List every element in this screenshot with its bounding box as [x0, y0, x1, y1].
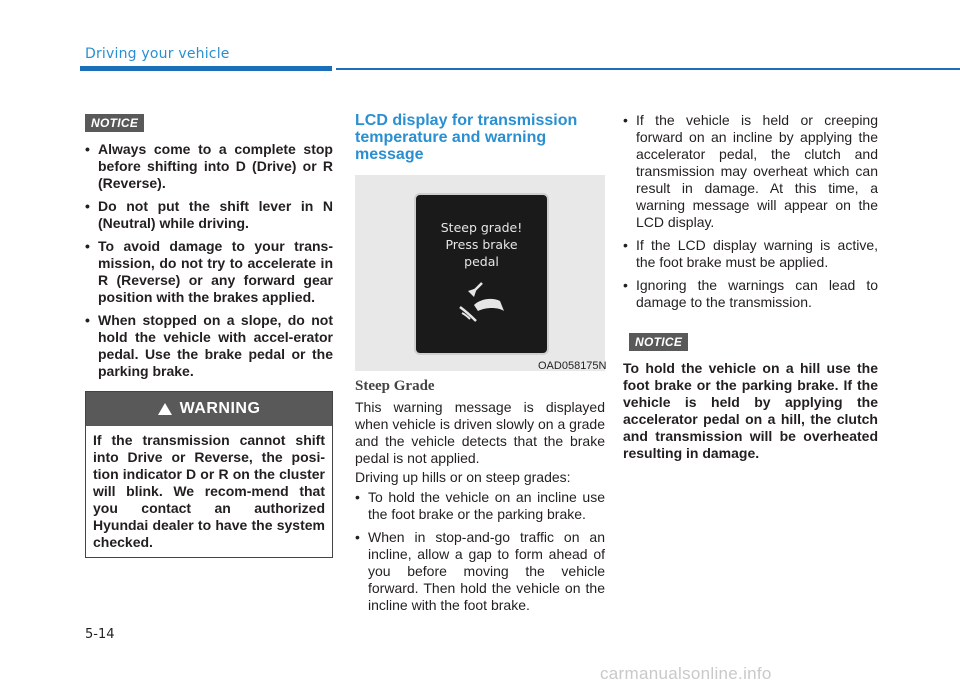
lcd-section-title: LCD display for transmission temperature and warning message	[355, 112, 578, 163]
incline-list	[623, 112, 878, 317]
lcd-display	[414, 193, 549, 355]
list-item: • When in stop-and-go traffic on an incline, allow a gap to form ahead of you before moving the vehicle forward. Then hold the vehicle on the incline with the foot brake.	[355, 529, 605, 614]
warning-box	[85, 391, 333, 558]
notice-badge: NOTICE	[85, 114, 144, 132]
list-item: • Always come to a complete stop before shifting into D (Drive) or R (Reverse).	[85, 141, 333, 192]
lcd-message	[416, 219, 547, 270]
steep-grade-paragraph: This warning message is displayed when vehicle is driven slowly on a grade and the vehicle detects that the brake pedal is not applied.	[355, 399, 605, 466]
list-item: • To avoid damage to your trans-mission, do not try to accelerate in R (Reverse) or any forward gear position with the brakes applied.	[85, 238, 333, 306]
warning-text: If the transmission cannot shift into Drive or Reverse, the posi-tion indicator D or R on the cluster will blink. We recom-mend that you contact an authorized Hyundai dealer to have the system checked.	[93, 432, 325, 550]
list-item: • If the LCD display warning is active, the foot brake must be applied.	[623, 237, 878, 271]
warning-label: WARNING	[179, 400, 261, 417]
section-header: Driving your vehicle	[85, 46, 230, 62]
page-number: 5-14	[85, 627, 115, 642]
driving-up-paragraph: Driving up hills or on steep grades:	[355, 469, 571, 485]
steep-grade-title: Steep Grade	[355, 378, 435, 394]
notice-list	[85, 141, 333, 386]
list-item: • To hold the vehicle on an incline use the foot brake or the parking brake.	[355, 489, 605, 523]
lcd-line: Press brake	[445, 237, 518, 252]
brake-pedal-icon	[454, 277, 510, 325]
warning-header	[86, 392, 332, 426]
lcd-line: Steep grade!	[440, 220, 523, 235]
driving-up-list	[355, 489, 605, 620]
header-rule-dark	[80, 66, 332, 71]
notice-badge: NOTICE	[629, 333, 688, 351]
hold-vehicle-notice: To hold the vehicle on a hill use the foot brake or the parking brake. If the vehicle is held by applying the accelerator pedal on a hill, the clutch and transmission will be overheated resulting in damage.	[623, 360, 878, 461]
watermark: carmanualsonline.info	[600, 664, 772, 683]
list-item: • If the vehicle is held or creeping forward on an incline by applying the accelerator pedal, the clutch and transmission may overheat which can result in damage. At this time, a warning message will appear on the LCD display.	[623, 112, 878, 231]
lcd-line: pedal	[464, 254, 499, 269]
warning-triangle-icon	[158, 403, 172, 415]
list-item: • When stopped on a slope, do not hold the vehicle with accel-erator pedal. Use the brake pedal or the parking brake.	[85, 312, 333, 380]
list-item: • Do not put the shift lever in N (Neutral) while driving.	[85, 198, 333, 232]
list-item: • Ignoring the warnings can lead to damage to the transmission.	[623, 277, 878, 311]
header-rule-light	[336, 68, 960, 70]
figure-code: OAD058175N	[538, 360, 607, 372]
